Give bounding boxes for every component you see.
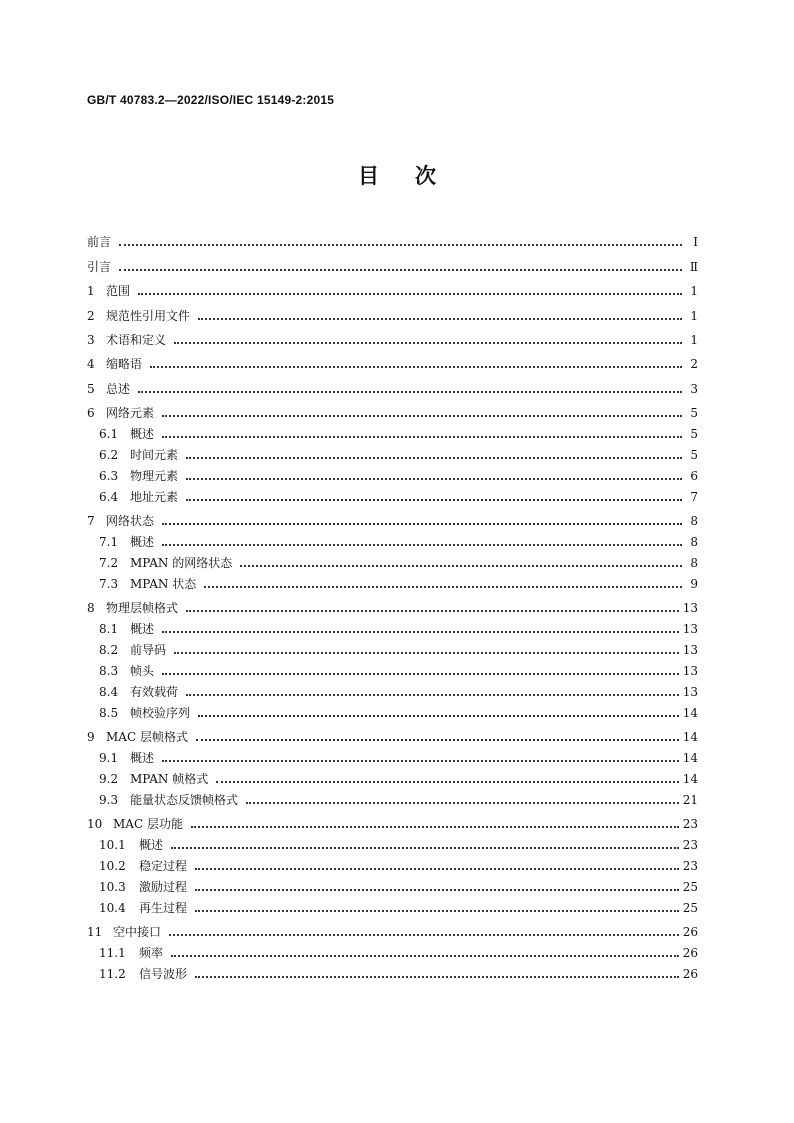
dot-leader	[162, 415, 682, 417]
toc-entry-title: 前言	[87, 235, 112, 250]
toc-entry-number: 8.4	[99, 684, 119, 699]
toc-entry-page: 6	[690, 468, 698, 483]
toc-entry[interactable]	[87, 616, 698, 637]
toc-entry-title: 概述	[130, 750, 155, 765]
toc-entry-page: 14	[682, 750, 698, 765]
toc-entry[interactable]	[87, 226, 698, 250]
toc-entry-title: 概述	[130, 622, 155, 637]
toc-entry[interactable]	[87, 916, 698, 940]
dot-leader	[198, 715, 679, 717]
toc-entry[interactable]	[87, 787, 698, 808]
toc-entry-number: 2	[87, 308, 95, 323]
toc-entry-page: 14	[682, 705, 698, 720]
toc-entry-page: 13	[682, 601, 698, 616]
toc-entry-number: 10.4	[99, 900, 126, 915]
toc-entry[interactable]	[87, 348, 698, 372]
dot-leader	[198, 318, 682, 320]
toc-entry[interactable]	[87, 637, 698, 658]
toc-entry-page: 26	[682, 966, 698, 981]
toc-entry-number: 5	[87, 381, 95, 396]
dot-leader	[195, 976, 679, 978]
toc-entry-number: 11	[87, 925, 103, 939]
toc-entry-title: 物理元素	[130, 468, 179, 483]
toc-entry[interactable]	[87, 853, 698, 874]
toc-entry-title: 总述	[106, 381, 131, 396]
toc-entry-title: 有效载荷	[130, 684, 179, 699]
toc-entry[interactable]	[87, 397, 698, 421]
toc-entry-number: 6.2	[99, 447, 119, 462]
toc-entry-title: 引言	[87, 259, 112, 274]
dot-leader	[196, 739, 679, 741]
toc-entry-number: 3	[87, 332, 95, 347]
toc-entry[interactable]	[87, 372, 698, 396]
toc-entry-page: 9	[690, 576, 698, 591]
toc-entry-number: 6.1	[99, 427, 119, 442]
toc-entry[interactable]	[87, 324, 698, 348]
toc-entry-title: 物理层帧格式	[106, 601, 179, 616]
dot-leader	[162, 631, 679, 633]
toc-entry-title: MPAN 的网络状态	[130, 555, 233, 570]
toc-entry-title: 前导码	[130, 642, 167, 657]
toc-entry-title: 范围	[106, 284, 131, 299]
toc-entry-page: 7	[690, 489, 698, 504]
toc-entry-title: 信号波形	[139, 966, 188, 981]
toc-entry[interactable]	[87, 421, 698, 442]
toc-entry-title: 概述	[130, 427, 155, 442]
dot-leader	[186, 610, 679, 612]
toc-entry-number: 8	[87, 601, 95, 616]
toc-entry-title: MPAN 帧格式	[130, 771, 209, 786]
toc-entry-page: 14	[682, 729, 698, 744]
toc-entry[interactable]	[87, 275, 698, 299]
toc-entry-page: Ⅰ	[693, 235, 698, 250]
toc-entry-number: 9.3	[99, 792, 119, 807]
dot-leader	[195, 868, 679, 870]
toc-entry-number: 10.1	[99, 837, 126, 852]
toc-entry[interactable]	[87, 721, 698, 745]
dot-leader	[246, 802, 679, 804]
toc-entry[interactable]	[87, 658, 698, 679]
toc-entry-number: 7	[87, 514, 95, 529]
dot-leader	[174, 342, 682, 344]
toc-entry-title: 频率	[139, 945, 164, 960]
dot-leader	[150, 366, 682, 368]
toc-entry-title: 稳定过程	[139, 858, 188, 873]
dot-leader	[169, 934, 679, 936]
toc-entry-page: 25	[682, 900, 698, 915]
dot-leader	[119, 269, 682, 271]
toc-entry-number: 7.1	[99, 534, 119, 549]
toc-entry-title: 概述	[139, 837, 164, 852]
dot-leader	[162, 673, 679, 675]
toc-entry-page: 8	[690, 555, 698, 570]
toc-entry[interactable]	[87, 250, 698, 274]
dot-leader	[186, 457, 682, 459]
toc-entry-page: 5	[690, 447, 698, 462]
toc-entry[interactable]	[87, 505, 698, 529]
table-of-contents	[87, 226, 698, 982]
toc-entry[interactable]	[87, 571, 698, 592]
toc-entry-number: 10.2	[99, 858, 126, 873]
toc-entry-page: 8	[690, 514, 698, 529]
toc-entry[interactable]	[87, 529, 698, 550]
toc-entry-page: 25	[682, 879, 698, 894]
toc-entry[interactable]	[87, 463, 698, 484]
toc-entry-title: 帧头	[130, 663, 155, 678]
toc-entry[interactable]	[87, 679, 698, 700]
toc-entry-page: 1	[690, 332, 698, 347]
dot-leader	[138, 391, 682, 393]
dot-leader	[119, 244, 682, 246]
toc-entry-page: 1	[690, 284, 698, 299]
toc-entry[interactable]	[87, 874, 698, 895]
toc-entry-number: 9.1	[99, 750, 119, 765]
toc-entry[interactable]	[87, 745, 698, 766]
toc-entry[interactable]	[87, 961, 698, 982]
dot-leader	[171, 847, 679, 849]
toc-entry[interactable]	[87, 442, 698, 463]
toc-entry-page: 8	[690, 534, 698, 549]
toc-entry-title: 地址元素	[130, 489, 179, 504]
toc-entry-page: 23	[682, 858, 698, 873]
toc-entry[interactable]	[87, 592, 698, 616]
dot-leader	[162, 544, 682, 546]
dot-leader	[162, 523, 682, 525]
toc-entry-number: 8.5	[99, 705, 119, 720]
toc-entry-number: 6.3	[99, 468, 119, 483]
dot-leader	[138, 293, 682, 295]
toc-entry-page: 13	[682, 622, 698, 637]
toc-entry-page: 26	[682, 945, 698, 960]
toc-entry-number: 4	[87, 357, 95, 372]
toc-entry-title: 缩略语	[106, 357, 143, 372]
toc-entry[interactable]	[87, 700, 698, 721]
toc-entry-title: 规范性引用文件	[106, 308, 191, 323]
dot-leader	[204, 586, 682, 588]
toc-entry-title: 空中接口	[113, 925, 162, 939]
toc-entry-number: 6	[87, 406, 95, 421]
dot-leader	[240, 565, 682, 567]
toc-entry-page: 1	[690, 308, 698, 323]
toc-entry-number: 8.2	[99, 642, 119, 657]
dot-leader	[186, 499, 682, 501]
toc-entry[interactable]	[87, 766, 698, 787]
toc-entry-title: 再生过程	[139, 900, 188, 915]
toc-entry-page: 13	[682, 684, 698, 699]
toc-entry-number: 7.2	[99, 555, 119, 570]
toc-entry[interactable]	[87, 299, 698, 323]
toc-entry-page: 13	[682, 642, 698, 657]
toc-entry[interactable]	[87, 808, 698, 832]
toc-entry[interactable]	[87, 550, 698, 571]
dot-leader	[191, 826, 679, 828]
toc-entry-title: 术语和定义	[106, 332, 167, 347]
dot-leader	[195, 910, 679, 912]
toc-entry-title: 概述	[130, 534, 155, 549]
toc-entry-page: 21	[682, 792, 698, 807]
toc-entry-number: 11.2	[99, 966, 126, 981]
toc-entry-page: 5	[690, 427, 698, 442]
dot-leader	[216, 781, 678, 783]
toc-entry-number: 10	[87, 817, 103, 832]
toc-entry-title: 时间元素	[130, 447, 179, 462]
toc-entry-title: 激励过程	[139, 879, 188, 894]
toc-entry-title: 网络状态	[106, 514, 155, 529]
toc-entry-number: 9.2	[99, 771, 119, 786]
dot-leader	[162, 436, 682, 438]
dot-leader	[162, 760, 679, 762]
toc-entry-title: MPAN 状态	[130, 576, 197, 591]
standard-number: GB/T 40783.2—2022/ISO/IEC 15149-2:2015	[87, 93, 335, 107]
toc-entry-page: 5	[690, 406, 698, 421]
toc-entry-title: 帧校验序列	[130, 705, 191, 720]
toc-entry-number: 1	[87, 284, 95, 299]
dot-leader	[186, 694, 679, 696]
toc-entry[interactable]	[87, 484, 698, 505]
dot-leader	[195, 889, 679, 891]
toc-entry-number: 10.3	[99, 879, 126, 894]
toc-entry[interactable]	[87, 940, 698, 961]
page-title: 目次	[358, 164, 472, 188]
toc-entry-page: Ⅱ	[689, 259, 698, 274]
toc-entry-page: 2	[690, 357, 698, 372]
toc-entry-number: 8.3	[99, 663, 119, 678]
toc-entry-page: 26	[682, 925, 698, 939]
toc-entry[interactable]	[87, 832, 698, 853]
toc-entry-number: 8.1	[99, 622, 119, 637]
toc-entry-title: 能量状态反馈帧格式	[130, 792, 239, 807]
toc-entry-page: 23	[682, 817, 698, 832]
toc-entry-number: 7.3	[99, 576, 119, 591]
toc-entry-number: 6.4	[99, 489, 119, 504]
dot-leader	[174, 652, 679, 654]
toc-entry-number: 9	[87, 729, 95, 744]
toc-entry-page: 3	[690, 381, 698, 396]
toc-entry-title: 网络元素	[106, 406, 155, 421]
dot-leader	[186, 478, 682, 480]
toc-entry-number: 11.1	[99, 945, 126, 960]
toc-entry-title: MAC 层帧格式	[106, 729, 188, 744]
toc-entry-page: 23	[682, 837, 698, 852]
toc-entry-page: 14	[682, 771, 698, 786]
dot-leader	[171, 955, 679, 957]
toc-entry-page: 13	[682, 663, 698, 678]
toc-entry-title: MAC 层功能	[113, 817, 183, 832]
toc-entry[interactable]	[87, 895, 698, 916]
